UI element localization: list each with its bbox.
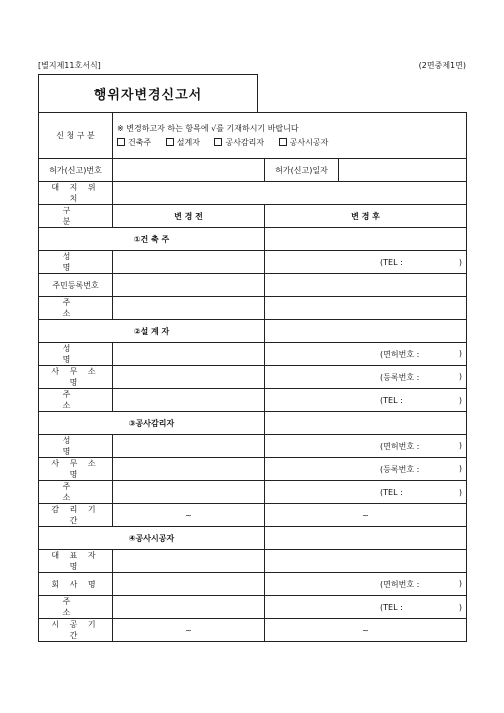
category-header: 구 분 (39, 205, 113, 228)
supervisor-period-row (39, 504, 467, 527)
contractor-company-label: 회 사 명 (39, 573, 113, 596)
supervisor-name-before[interactable] (113, 435, 265, 458)
supervisor-section-row (39, 412, 467, 435)
designer-address-row (39, 389, 467, 412)
page-reference: (2면중제1면) (418, 61, 466, 70)
permit-number-label: 허가(신고)번호 (39, 159, 113, 182)
designer-office-row (39, 366, 467, 389)
designer-name-after[interactable]: (면허번호 : ) (265, 343, 467, 366)
contractor-section-blank (265, 527, 467, 550)
supervisor-address-label: 주 소 (39, 481, 113, 504)
application-note: ※ 변경하고자 하는 항목에 √를 기재하시기 바랍니다 (117, 124, 299, 133)
supervisor-name-after[interactable]: (면허번호 : ) (265, 435, 467, 458)
owner-address-label: 주 소 (39, 297, 113, 320)
designer-office-before[interactable] (113, 366, 265, 389)
contractor-company-after[interactable]: (면허번호 : ) (265, 573, 467, 596)
designer-name-label: 성 명 (39, 343, 113, 366)
supervisor-address-before[interactable] (113, 481, 265, 504)
contractor-company-before[interactable] (113, 573, 265, 596)
option-designer[interactable]: 설계자 (166, 138, 200, 147)
contractor-address-after[interactable]: (TEL : ) (265, 596, 467, 619)
contractor-representative-row (39, 550, 467, 573)
supervisor-section-heading: ③공사감리자 (39, 412, 265, 435)
supervisor-section-blank (265, 412, 467, 435)
contractor-section-heading: ④공사시공자 (39, 527, 265, 550)
column-header-row (39, 205, 467, 228)
supervisor-period-label: 감 리 기 간 (39, 504, 113, 527)
contractor-representative-before[interactable] (113, 550, 265, 573)
contractor-period-before[interactable]: ~ (113, 619, 265, 642)
contractor-address-label: 주 소 (39, 596, 113, 619)
permit-date-field[interactable] (339, 159, 467, 182)
application-type-cell (113, 113, 467, 159)
before-header: 변 경 전 (113, 205, 265, 228)
supervisor-office-row (39, 458, 467, 481)
site-row (39, 182, 467, 205)
designer-section-blank (265, 320, 467, 343)
contractor-period-after[interactable]: ~ (265, 619, 467, 642)
contractor-company-row (39, 573, 467, 596)
owner-name-before[interactable] (113, 251, 265, 274)
option-supervisor[interactable]: 공사감리자 (214, 138, 264, 147)
checkbox-icon[interactable] (279, 138, 287, 146)
designer-address-before[interactable] (113, 389, 265, 412)
supervisor-name-label: 성 명 (39, 435, 113, 458)
application-type-row (39, 113, 467, 159)
after-header: 변 경 후 (265, 205, 467, 228)
owner-section-row (39, 228, 467, 251)
option-contractor[interactable]: 공사시공자 (279, 138, 329, 147)
owner-address-before[interactable] (113, 297, 265, 320)
form-reference: [별지제11호서식] (38, 61, 101, 70)
designer-address-label: 주 소 (39, 389, 113, 412)
supervisor-address-row (39, 481, 467, 504)
supervisor-office-label: 사 무 소 명 (39, 458, 113, 481)
contractor-representative-after[interactable] (265, 550, 467, 573)
designer-office-label: 사 무 소 명 (39, 366, 113, 389)
owner-resident-row (39, 274, 467, 297)
contractor-address-before[interactable] (113, 596, 265, 619)
owner-section-heading: ①건 축 주 (39, 228, 265, 251)
permit-number-field[interactable] (113, 159, 265, 182)
supervisor-period-after[interactable]: ~ (265, 504, 467, 527)
contractor-period-label: 시 공 기 간 (39, 619, 113, 642)
application-type-label: 신 청 구 분 (39, 113, 113, 159)
checkbox-icon[interactable] (214, 138, 222, 146)
checkbox-icon[interactable] (166, 138, 174, 146)
form-title: 행위자변경신고서 (38, 74, 258, 112)
permit-row (39, 159, 467, 182)
designer-name-before[interactable] (113, 343, 265, 366)
permit-date-label: 허가(신고)일자 (265, 159, 339, 182)
contractor-section-row (39, 527, 467, 550)
designer-section-row (39, 320, 467, 343)
site-field[interactable] (113, 182, 467, 205)
owner-address-row (39, 297, 467, 320)
designer-address-after[interactable]: (TEL : ) (265, 389, 467, 412)
owner-name-after[interactable]: (TEL : ) (265, 251, 467, 274)
supervisor-office-before[interactable] (113, 458, 265, 481)
supervisor-name-row (39, 435, 467, 458)
owner-resident-after[interactable] (265, 274, 467, 297)
contractor-address-row (39, 596, 467, 619)
site-label: 대 지 위 치 (39, 182, 113, 205)
option-owner[interactable]: 건축주 (117, 138, 151, 147)
change-report-form (38, 112, 467, 642)
designer-office-after[interactable]: (등록번호 : ) (265, 366, 467, 389)
owner-name-label: 성 명 (39, 251, 113, 274)
owner-resident-label: 주민등록번호 (39, 274, 113, 297)
designer-section-heading: ②설 계 자 (39, 320, 265, 343)
owner-name-row (39, 251, 467, 274)
designer-name-row (39, 343, 467, 366)
contractor-period-row (39, 619, 467, 642)
owner-address-after[interactable] (265, 297, 467, 320)
checkbox-icon[interactable] (117, 138, 125, 146)
contractor-representative-label: 대 표 자 명 (39, 550, 113, 573)
owner-section-blank (265, 228, 467, 251)
supervisor-period-before[interactable]: ~ (113, 504, 265, 527)
supervisor-address-after[interactable]: (TEL : ) (265, 481, 467, 504)
supervisor-office-after[interactable]: (등록번호 : ) (265, 458, 467, 481)
owner-resident-before[interactable] (113, 274, 265, 297)
